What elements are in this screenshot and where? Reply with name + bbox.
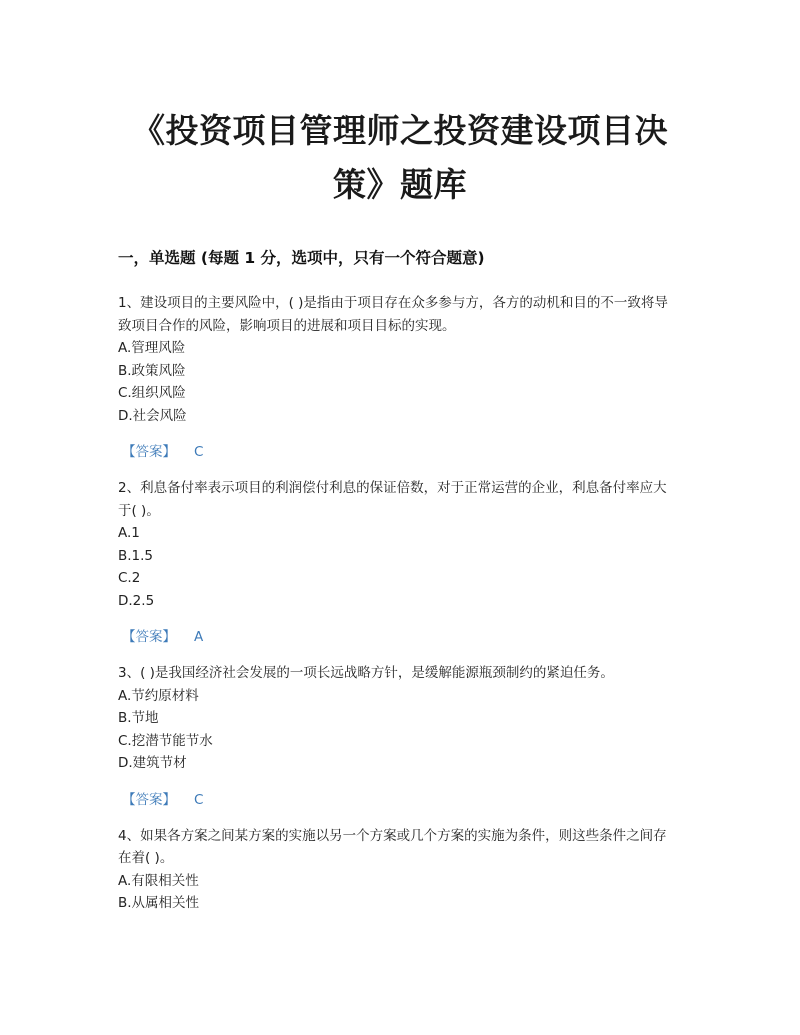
question-2-option-d: D.2.5 — [118, 592, 155, 609]
question-1-option-d: D.社会风险 — [118, 407, 187, 424]
question-3 — [118, 662, 678, 775]
question-3-text: 3、( )是我国经济社会发展的一项长远战略方针，是缓解能源瓶颈制约的紧迫任务。 — [118, 665, 614, 681]
question-3-option-a: A.节约原材料 — [118, 687, 199, 704]
question-4-option-b: B.从属相关性 — [118, 895, 200, 911]
question-1-answer-value: C — [194, 444, 204, 460]
question-1-answer — [118, 441, 678, 463]
section-heading: 一，单选题 (每题 1 分，选项中，只有一个符合题意) — [118, 249, 485, 267]
answer-label: 【答案】 — [122, 791, 176, 808]
question-2-text: 2、利息备付率表示项目的利润偿付利息的保证倍数，对于正常运营的企业，利息备付率应大于( )。 — [118, 480, 667, 519]
question-2 — [118, 477, 678, 612]
question-2-option-c: C.2 — [118, 570, 141, 586]
question-3-option-d: D.建筑节材 — [118, 755, 187, 771]
question-2-answer — [118, 626, 678, 648]
question-1-option-c: C.组织风险 — [118, 385, 186, 401]
question-3-answer — [118, 789, 678, 811]
question-4-option-a: A.有限相关性 — [118, 872, 199, 889]
question-3-option-c: C.挖潜节能节水 — [118, 732, 213, 749]
title-line-2: 策》题库 — [333, 165, 467, 204]
question-2-option-b: B.1.5 — [118, 547, 154, 564]
question-2-answer-value: A — [194, 629, 204, 645]
question-3-answer-value: C — [194, 791, 204, 808]
title-line-1: 《投资项目管理师之投资建设项目决 — [132, 111, 668, 150]
document-title — [100, 104, 700, 212]
question-1-text: 1、建设项目的主要风险中，( )是指由于项目存在众多参与方，各方的动机和目的不一致将导致项目合作的风险，影响项目的进展和项目目标的实现。 — [118, 295, 668, 334]
question-1-option-a: A.管理风险 — [118, 340, 186, 356]
question-4-text: 4、如果各方案之间某方案的实施以另一个方案或几个方案的实施为条件，则这些条件之间存在着( )。 — [118, 827, 667, 866]
question-1 — [118, 292, 678, 427]
answer-label: 【答案】 — [122, 444, 176, 460]
answer-label: 【答案】 — [122, 629, 176, 645]
question-3-option-b: B.节地 — [118, 710, 159, 726]
question-4 — [118, 825, 678, 915]
question-list — [118, 292, 678, 915]
question-2-option-a: A.1 — [118, 525, 140, 541]
question-1-option-b: B.政策风险 — [118, 362, 186, 379]
